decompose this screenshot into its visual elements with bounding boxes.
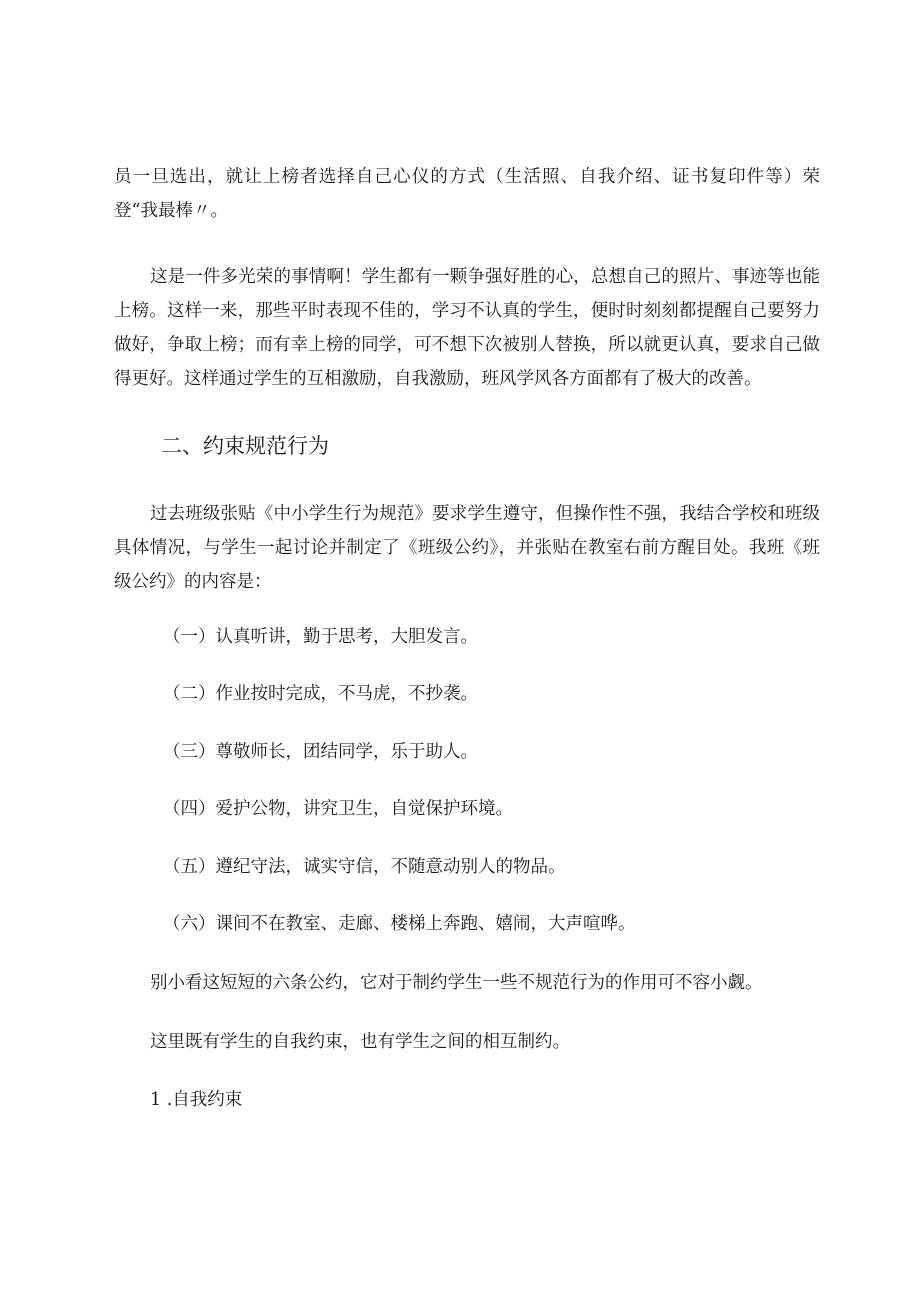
convention-item-6: （六）课间不在教室、走廊、楼梯上奔跑、嬉闹，大声喧哗。 [163, 914, 636, 934]
paragraph-honor-list-ending: 员一旦选出，就让上榜者选择自己心仪的方式（生活照、自我介绍、证书复印件等）荣登“我最棒〃。 [114, 167, 820, 221]
paragraph-six-conventions-note: 别小看这短短的六条公约，它对于制约学生一些不规范行为的作用可不容小觑。 [150, 973, 763, 993]
convention-item-5: （五）遵纪守法，诚实守信，不随意动别人的物品。 [163, 857, 566, 877]
subheading-self-constraint: 1 .自我约束 [150, 1090, 243, 1110]
paragraph-glory-motivation: 这是一件多光荣的事情啊！学生都有一颗争强好胜的心，总想自己的照片、事迹等也能上榜。这样一来，那些平时表现不佳的，学习不认真的学生，便时时刻刻都提醒自己要努力做好，争取上榜；而有幸上榜的同学，可不想下次被别人替换，所以就更认真，要求自己做得更好。这样通过学生的互相激励，自我激励，班风学风各方面都有了极大的改善。 [114, 267, 820, 389]
convention-item-3: （三）尊敬师长，团结同学，乐于助人。 [163, 742, 478, 762]
convention-item-4: （四）爱护公物，讲究卫生，自觉保护环境。 [163, 799, 513, 819]
section-heading-constrain-behavior: 二、约束规范行为 [161, 434, 329, 458]
paragraph-class-convention-intro: 过去班级张贴《中小学生行为规范》要求学生遵守，但操作性不强，我结合学校和班级具体情况，与学生一起讨论并制定了《班级公约》，并张贴在教室右前方醒目处。我班《班级公约》的内容是： [114, 504, 820, 592]
convention-item-1: （一）认真听讲，勤于思考，大胆发言。 [163, 627, 478, 647]
paragraph-self-and-mutual-constraint: 这里既有学生的自我约束，也有学生之间的相互制约。 [150, 1032, 570, 1052]
convention-item-2: （二）作业按时完成，不马虎，不抄袭。 [163, 684, 478, 704]
